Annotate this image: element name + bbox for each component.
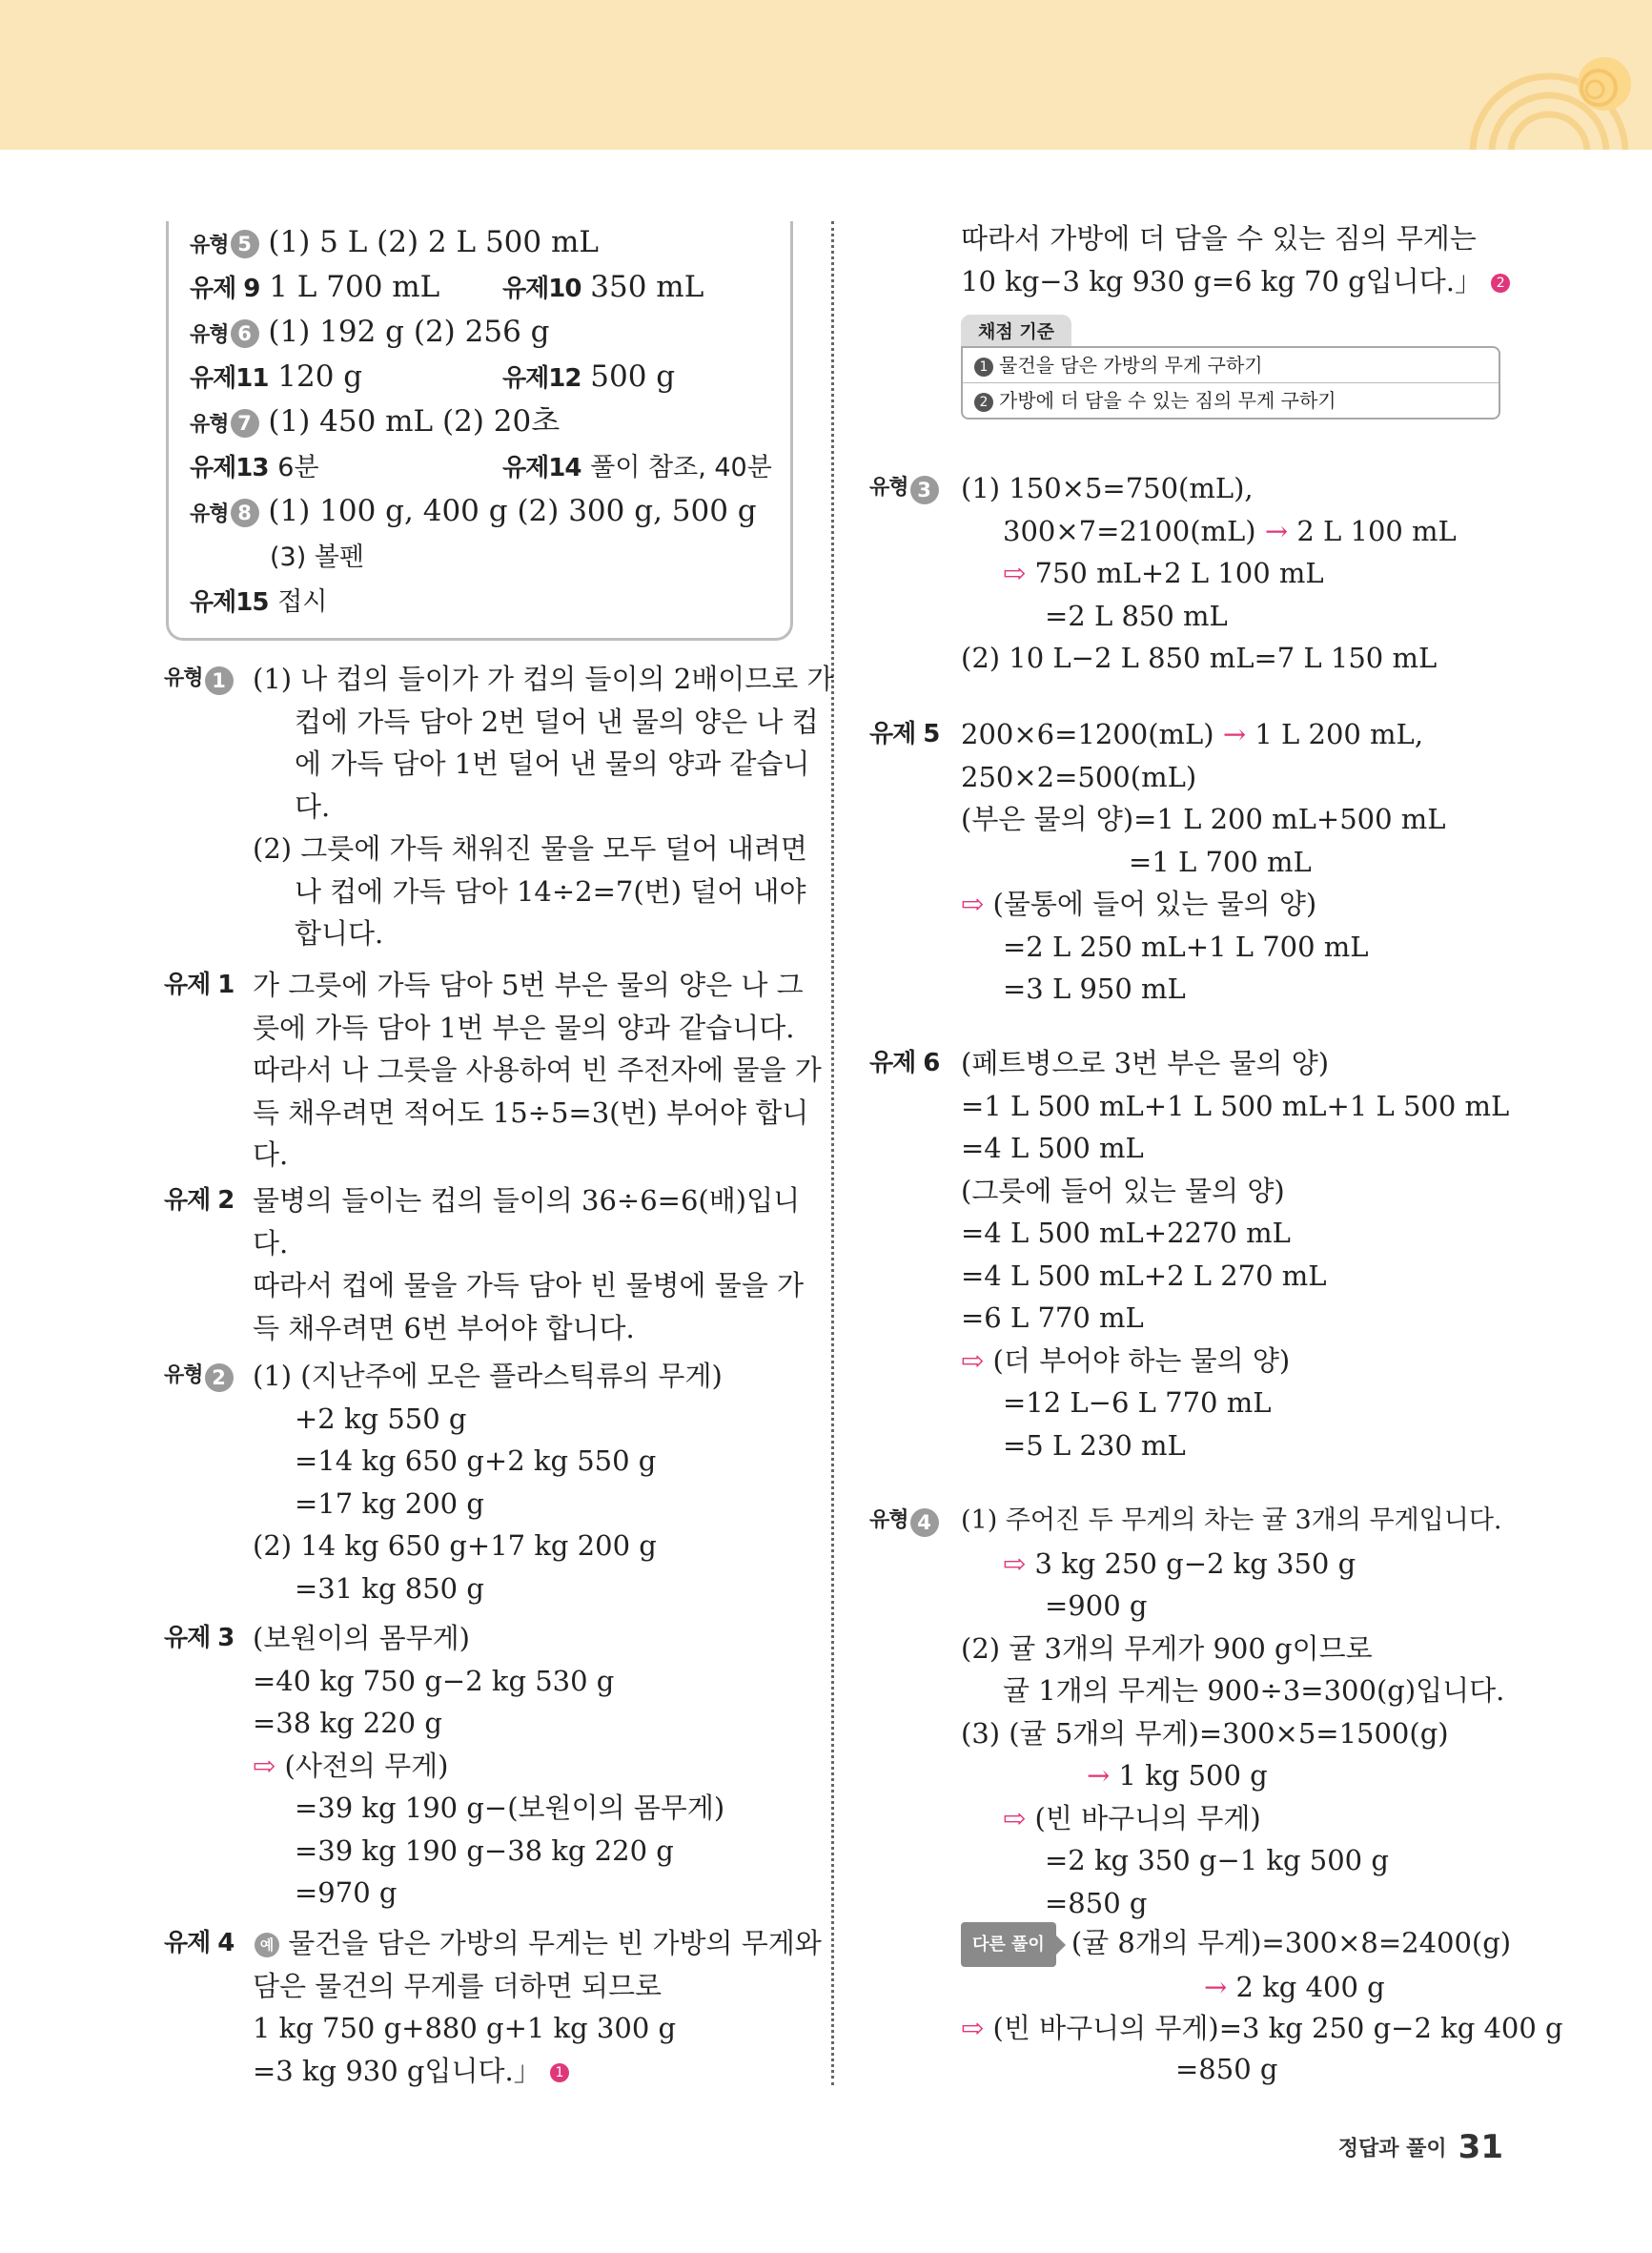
right-arrow-icon: ⇨ [1003, 1546, 1027, 1580]
number-badge: 4 [910, 1508, 939, 1537]
grading-note-icon: 2 [1491, 274, 1510, 293]
exercise-6: 유제 6 (페트병으로 3번 부은 물의 양) =1 L 500 mL+1 L 500 mL+1 L 500 mL =4 L 500 mL (그릇에 들어 있는 물의 양) =4 L 500 mL+2270 mL =4 L 500 mL+2 L 270 mL =6 L 770 mL ⇨ (더 부어야 하는 물의 양) =12 L−6 L 770 mL =5 L 230 mL [869, 1047, 1510, 1462]
number-badge: 8 [231, 499, 259, 527]
summary-row: 유제13 6분 유제14 풀이 참조, 40분 [190, 453, 772, 482]
tag-arrow-icon [1056, 1936, 1066, 1955]
summary-row: 유제15 접시 [190, 587, 328, 617]
number-badge: 6 [231, 319, 259, 348]
summary-row: 유형 6 (1) 192 g (2) 256 g [190, 315, 550, 349]
right-arrow-icon: ⇨ [1003, 1801, 1027, 1834]
summary-row: 유형 5 (1) 5 L (2) 2 L 500 mL [190, 225, 599, 259]
summary-row: 유제11 120 g 유제12 500 g [190, 359, 676, 394]
solution-type-3: 유형 3 (1) 150×5=750(mL), 300×7=2100(mL) → 2 L 100 mL ⇨ 750 mL+2 L 100 mL =2 L 850 mL (2) 10 L−2 L 850 mL=7 L 150 mL [869, 472, 1457, 674]
summary-row: 유형 7 (1) 450 mL (2) 20초 [190, 404, 561, 439]
exercise-5: 유제 5 200×6=1200(mL) → 1 L 200 mL, 250×2=500(mL) (부은 물의 양)=1 L 200 mL+500 mL =1 L 700 mL ⇨ (물통에 들어 있는 물의 양) =2 L 250 mL+1 L 700 mL =3 L 950 mL [869, 718, 1446, 1005]
solution-type-1: 유형 1 (1) 나 컵의 들이가 가 컵의 들이의 2배이므로 가 컵에 가득 담아 2번 덜어 낸 물의 양은 나 컵 에 가득 담아 1번 덜어 낸 물의 양과 같습니 다. (2) 그릇에 가득 채워진 물을 모두 덜어 내려면 나 컵에 가득 담아 14÷2=7(번) 덜어 내야 합니다. [164, 663, 834, 950]
page-footer: 정답과 풀이 31 [1337, 2128, 1503, 2166]
right-arrow-icon: ⇨ [961, 1343, 985, 1377]
arrow-icon: → [1222, 718, 1247, 750]
arrow-icon: → [1264, 514, 1289, 547]
summary-row: 유형 8 (1) 100 g, 400 g (2) 300 g, 500 g [190, 494, 757, 528]
number-badge: 2 [205, 1363, 234, 1392]
criteria-item: 2 가방에 더 담을 수 있는 짐의 무게 구하기 [963, 383, 1499, 418]
page-number: 31 [1458, 2128, 1503, 2166]
solution-type-4: 유형 4 (1) 주어진 두 무게의 차는 귤 3개의 무게입니다. ⇨ 3 kg 250 g−2 kg 350 g =900 g (2) 귤 3개의 무게가 900 g이므로 귤 1개의 무게는 900÷3=300(g)입니다. (3) (귤 5개의 무게)=300×5=1500(g) → 1 kg 500 g ⇨ (빈 바구니의 무게) =2 kg 350 g−1 kg 500 g =850 g [869, 1505, 1505, 1919]
criteria-item: 1 물건을 담은 가방의 무게 구하기 [963, 348, 1499, 383]
arrow-icon: → [1087, 1759, 1111, 1792]
exercise-2: 유제 2 물병의 들이는 컵의 들이의 36÷6=6(배)입니 다. 따라서 컵에 물을 가득 담아 빈 물병에 물을 가 득 채우려면 6번 부어야 합니다. [164, 1184, 804, 1344]
right-arrow-icon: ⇨ [1003, 557, 1027, 589]
exercise-1: 유제 1 가 그릇에 가득 담아 5번 부은 물의 양은 나 그 릇에 가득 담아 1번 부은 물의 양과 같습니다. 따라서 나 그릇을 사용하여 빈 주전자에 물을 가 득 채우려면 적어도 15÷5=3(번) 부어야 합니 다. [164, 969, 822, 1171]
right-arrow-icon: ⇨ [253, 1749, 276, 1782]
exercise-4: 유제 4 예 물건을 담은 가방의 무게는 빈 가방의 무게와 담은 물건의 무게를 더하면 되므로 1 kg 750 g+880 g+1 kg 300 g =3 kg 930 g입니다.」 1 [164, 1927, 822, 2087]
exercise-4-continued: 따라서 가방에 더 담을 수 있는 짐의 무게는 10 kg−3 kg 930 g=6 kg 70 g입니다.」 2 [866, 217, 1506, 302]
number-badge: 5 [231, 230, 259, 258]
answer-summary-box [166, 221, 793, 641]
summary-row: (3) 볼펜 [270, 543, 364, 572]
column-divider [831, 221, 834, 2085]
grading-criteria: 채점 기준 1 물건을 담은 가방의 무게 구하기 2 가방에 더 담을 수 있는 짐의 무게 구하기 [961, 315, 1500, 420]
alternative-solution: 다른 풀이 (귤 8개의 무게)=300×8=2400(g) → 2 kg 400 g ⇨ (빈 바구니의 무게)=3 kg 250 g−2 kg 400 g =850 g [961, 1922, 1514, 2090]
number-badge: 1 [205, 666, 234, 695]
number-badge: 3 [910, 476, 939, 504]
summary-row: 유제 9 1 L 700 mL 유제10 350 mL [190, 270, 704, 304]
solution-type-2: 유형 2 (1) (지난주에 모은 플라스틱류의 무게) +2 kg 550 g =14 kg 650 g+2 kg 550 g =17 kg 200 g (2) 14 kg 650 g+17 kg 200 g =31 kg 850 g [164, 1360, 723, 1605]
arrow-icon: → [1204, 1971, 1228, 2003]
exercise-3: 유제 3 (보원이의 몸무게) =40 kg 750 g−2 kg 530 g =38 kg 220 g ⇨ (사전의 무게) =39 kg 190 g−(보원이의 몸무게) =39 kg 190 g−38 kg 220 g =970 g [164, 1622, 725, 1909]
grading-note-icon: 1 [550, 2063, 569, 2082]
right-arrow-icon: ⇨ [961, 888, 985, 920]
example-badge: 예 [255, 1933, 279, 1957]
number-badge: 7 [231, 409, 259, 438]
swirl-decoration-icon [1366, 0, 1652, 150]
right-arrow-icon: ⇨ [961, 2012, 985, 2044]
